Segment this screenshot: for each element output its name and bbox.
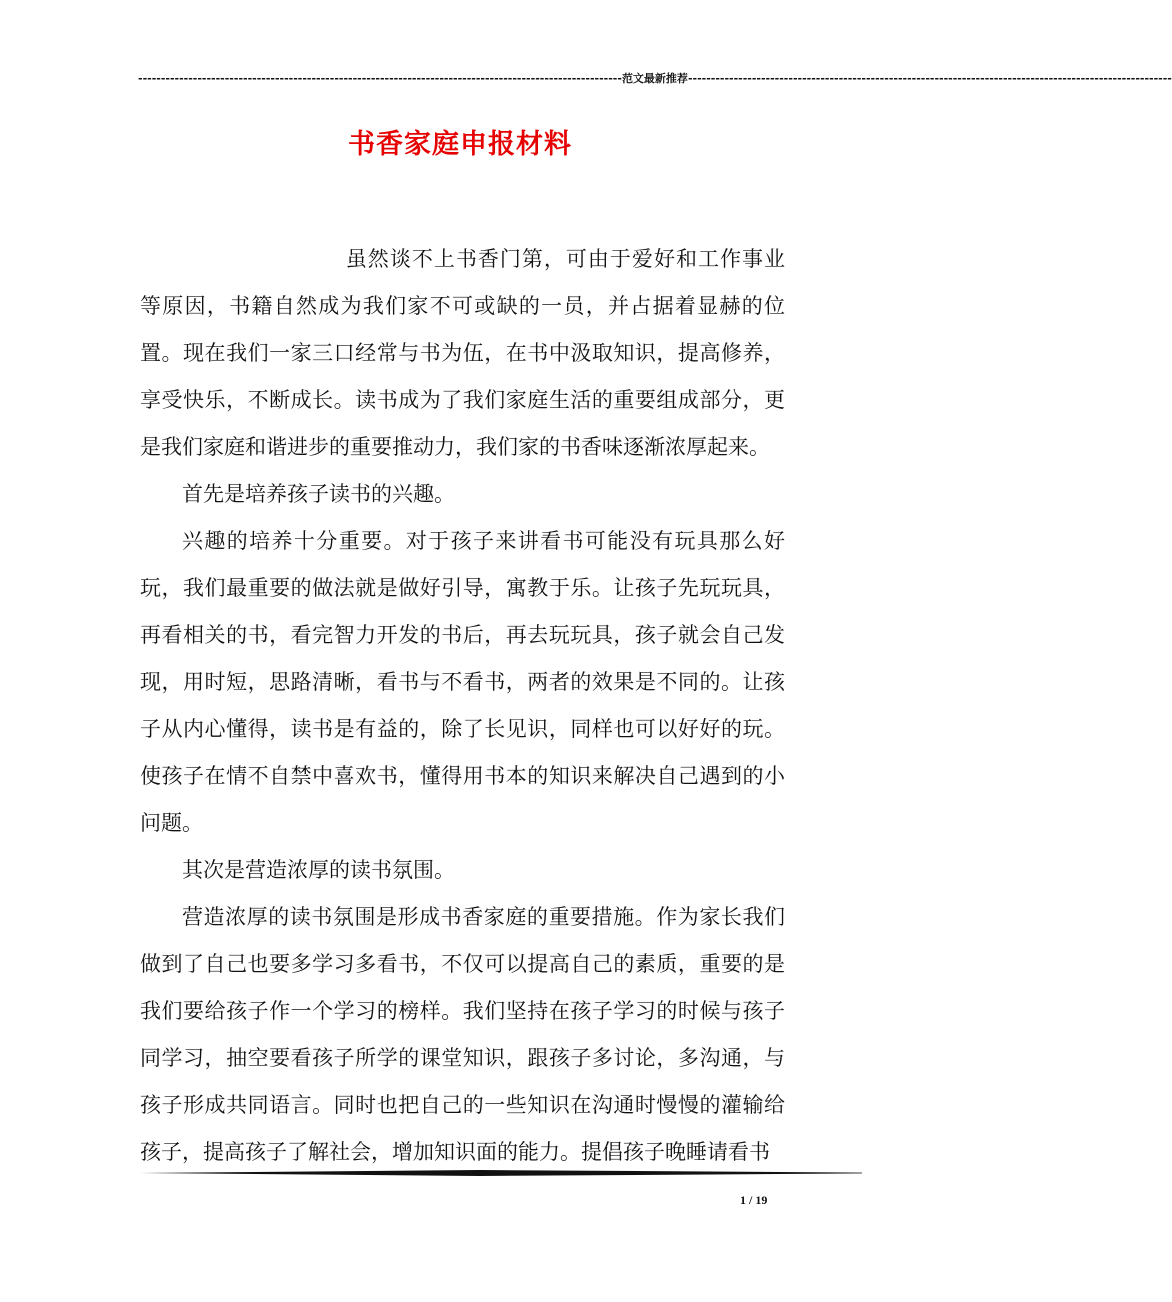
- section-heading-interest: 首先是培养孩子读书的兴趣。: [182, 482, 455, 506]
- section-heading-atmosphere: 其次是营造浓厚的读书氛围。: [182, 858, 455, 882]
- paragraph-intro: 虽然谈不上书香门第，可由于爱好和工作事业等原因，书籍自然成为我们家不可或缺的一员，并占据着显赫的位置。现在我们一家三口经常与书为伍，在书中汲取知识，提高修养，享受快乐，不断成长。读书成为了我们家庭生活的重要组成部分，更是我们家庭和谐进步的重要推动力，我们家的书香味逐渐浓厚起来。: [140, 247, 785, 459]
- page-number: 1 / 19: [740, 1193, 768, 1207]
- header-dashes-right: ----------------------------------------------------------------------------------------------------------: [687, 71, 1172, 85]
- paragraph-interest: 兴趣的培养十分重要。对于孩子来讲看书可能没有玩具那么好玩，我们最重要的做法就是做好引导，寓教于乐。让孩子先玩玩具，再看相关的书，看完智力开发的书后，再去玩玩具，孩子就会自己发现，用时短，思路清晰，看书与不看书，两者的效果是不同的。让孩子从内心懂得，读书是有益的，除了长见识，同样也可以好好的玩。使孩子在情不自禁中喜欢书，懂得用书本的知识来解决自己遇到的小问题。: [140, 529, 785, 835]
- running-header: [138, 70, 1172, 86]
- header-dashes-left: ----------------------------------------------------------------------------------------------------------: [138, 71, 622, 85]
- header-label: 范文最新推荐: [621, 72, 688, 85]
- document-title: 书香家庭申报材料: [348, 129, 572, 160]
- paragraph-atmosphere: 营造浓厚的读书氛围是形成书香家庭的重要措施。作为家长我们做到了自己也要多学习多看书，不仅可以提高自己的素质，重要的是我们要给孩子作一个学习的榜样。我们坚持在孩子学习的时候与孩子同学习，抽空要看孩子所学的课堂知识，跟孩子多讨论，多沟通，与孩子形成共同语言。同时也把自己的一些知识在沟通时慢慢的灌输给孩子，提高孩子了解社会，增加知识面的能力。提倡孩子晚睡请看书: [140, 905, 785, 1164]
- footer-rule: [140, 1170, 862, 1176]
- document-body: [140, 236, 785, 1176]
